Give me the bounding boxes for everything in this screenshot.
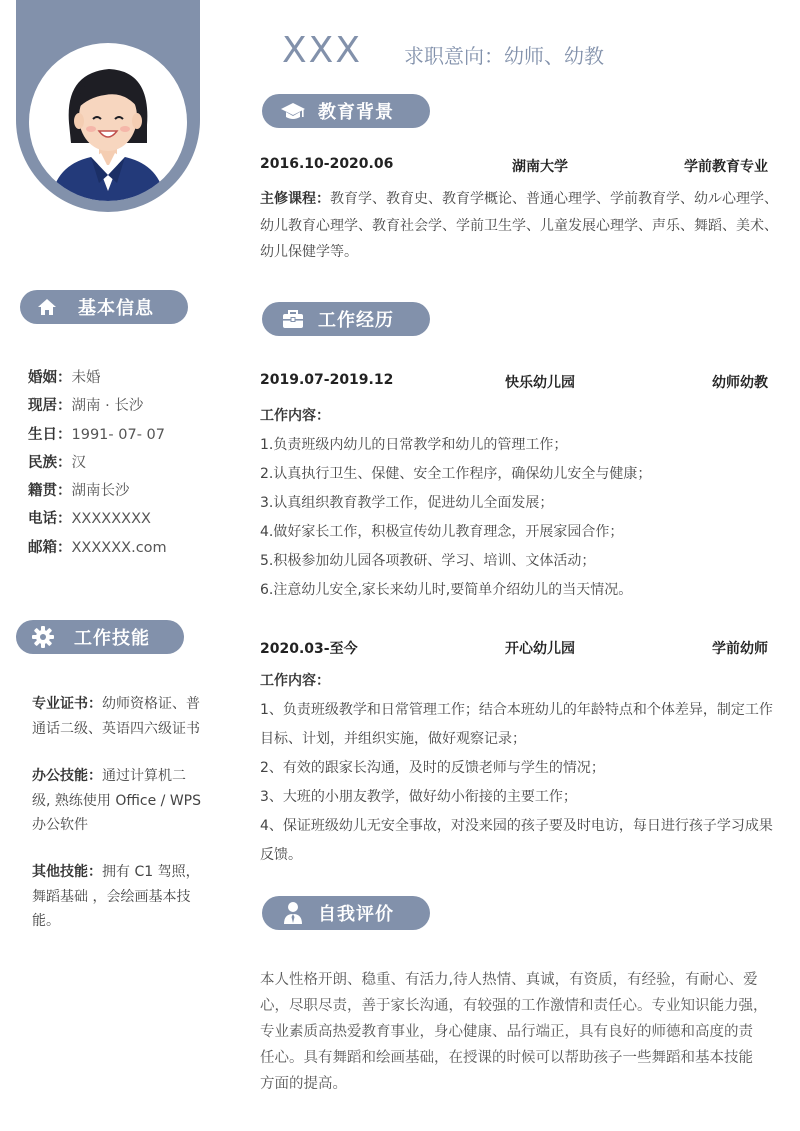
info-row-residence: 现居：湖南 · 长沙 xyxy=(28,398,144,415)
job-2-header xyxy=(260,638,768,660)
education-title: 教育背景 xyxy=(318,102,394,123)
person-icon xyxy=(280,900,306,926)
job-1-org: 快乐幼儿园 xyxy=(505,375,575,391)
list-item: 4、保证班级幼儿无安全事故，对没来园的孩子要及时电访，每日进行孩子学习成果 xyxy=(260,818,773,834)
info-row-phone: 电话：XXXXXXXX xyxy=(28,511,151,528)
job-1-role: 幼师幼教 xyxy=(712,375,768,391)
job-1-header xyxy=(260,372,768,394)
basic-info-list xyxy=(28,364,203,562)
education-courses: 主修课程：教育学、教育史、教育学概论、普通心理学、学前教育学、幼ル心理学、 幼儿教育心理学、教育社会学、学前卫生学、儿童发展心理学、声乐、舞蹈、美术、 幼儿保健学等。 xyxy=(260,191,778,260)
list-item: 目标、计划，并组织实施，做好观察记录； xyxy=(260,731,526,747)
graduation-cap-icon xyxy=(280,98,306,124)
basic-info-heading xyxy=(20,290,188,324)
avatar-illustration xyxy=(29,43,187,201)
education-major: 学前教育专业 xyxy=(684,159,768,175)
list-item: 5.积极参加幼儿园各项教研、学习、培训、文体活动； xyxy=(260,553,596,569)
work-title: 工作经历 xyxy=(318,310,394,331)
job-2-date: 2020.03-至今 xyxy=(260,641,358,657)
list-item: 4.做好家长工作，积极宣传幼儿教育理念，开展家园合作； xyxy=(260,524,624,540)
self-eval-text: 本人性格开朗、稳重、有活力,待人热情、真诚，有资质，有经验，有耐心、爱 心，尽职尽责，善于家长沟通，有较强的工作激情和责任心。专业知识能力强， 专业素质高热爱教育事业，身心健康、品行端正，具有良好的师德和高度的责 任心。具有舞蹈和绘画基础，在授课的时候可以帮助孩子一些舞蹈和基本技能 方面的提高。 xyxy=(260,972,768,1092)
job-1-date: 2019.07-2019.12 xyxy=(260,372,394,388)
skill-certificates: 专业证书：幼师资格证、普 通话二级、英语四六级证书 xyxy=(32,696,200,737)
list-item: 1、负责班级教学和日常管理工作；结合本班幼儿的年龄特点和个体差异，制定工作 xyxy=(260,702,773,718)
skill-office: 办公技能：通过计算机二 级, 熟练使用 Office / WPS 办公软件 xyxy=(32,768,202,833)
info-row-email: 邮箱：XXXXXX.com xyxy=(28,539,167,556)
skills-heading xyxy=(16,620,184,654)
list-item: 3.认真组织教育教学工作，促进幼儿全面发展； xyxy=(260,495,554,511)
education-entry-header xyxy=(260,156,768,178)
education-heading xyxy=(262,94,430,128)
info-row-birthday: 生日：1991- 07- 07 xyxy=(28,426,165,443)
info-row-hometown: 籍贯：湖南长沙 xyxy=(28,483,130,500)
basic-info-title: 基本信息 xyxy=(78,298,154,319)
list-item: 2.认真执行卫生、保健、安全工作程序，确保幼儿安全与健康； xyxy=(260,466,652,482)
info-row-marital: 婚姻：未婚 xyxy=(28,370,101,386)
info-row-ethnicity: 民族：汉 xyxy=(28,454,86,471)
job-2-content: 工作内容： 1、负责班级教学和日常管理工作；结合本班幼儿的年龄特点和个体差异，制定工作 目标、计划，并组织实施，做好观察记录； 2、有效的跟家长沟通，及时的反馈老师与学生的情况； 3、大班的小朋友教学，做好幼小衔接的主要工作； 4、保证班级幼儿无安全事故，对没来园的孩子要及时电访，每日进行孩子学习成果 反馈。 xyxy=(260,667,775,870)
self-eval-title: 自我评价 xyxy=(318,904,394,925)
skill-other: 其他技能：拥有 C1 驾照， 舞蹈基础 ，会绘画基本技 能。 xyxy=(32,864,200,929)
candidate-name: XXX xyxy=(282,30,362,71)
education-date: 2016.10-2020.06 xyxy=(260,156,394,172)
list-item: 2、有效的跟家长沟通，及时的反馈老师与学生的情况； xyxy=(260,760,605,776)
list-item: 3、大班的小朋友教学，做好幼小衔接的主要工作； xyxy=(260,789,577,805)
job-intent: 求职意向：幼师、幼教 xyxy=(404,44,604,68)
list-item: 1.负责班级内幼儿的日常教学和幼儿的管理工作； xyxy=(260,437,568,453)
skills-title: 工作技能 xyxy=(74,628,150,649)
list-item: 6.注意幼儿安全,家长来幼儿时,要简单介绍幼儿的当天情况。 xyxy=(260,582,633,598)
job-2-org: 开心幼儿园 xyxy=(505,641,575,657)
briefcase-icon xyxy=(280,306,306,332)
self-eval-heading xyxy=(262,896,430,930)
home-icon xyxy=(34,294,60,320)
education-school: 湖南大学 xyxy=(512,159,568,175)
list-item: 反馈。 xyxy=(260,847,302,863)
avatar xyxy=(29,43,187,201)
job-2-role: 学前幼师 xyxy=(712,641,768,657)
work-heading xyxy=(262,302,430,336)
gear-icon xyxy=(30,624,56,650)
job-1-content: 工作内容： 1.负责班级内幼儿的日常教学和幼儿的管理工作； 2.认真执行卫生、保健、安全工作程序，确保幼儿安全与健康； 3.认真组织教育教学工作，促进幼儿全面发展； 4.做好家长工作，积极宣传幼儿教育理念，开展家园合作； 5.积极参加幼儿园各项教研、学习、培训、文体活动； 6.注意幼儿安全,家长来幼儿时,要简单介绍幼儿的当天情况。 xyxy=(260,402,775,605)
